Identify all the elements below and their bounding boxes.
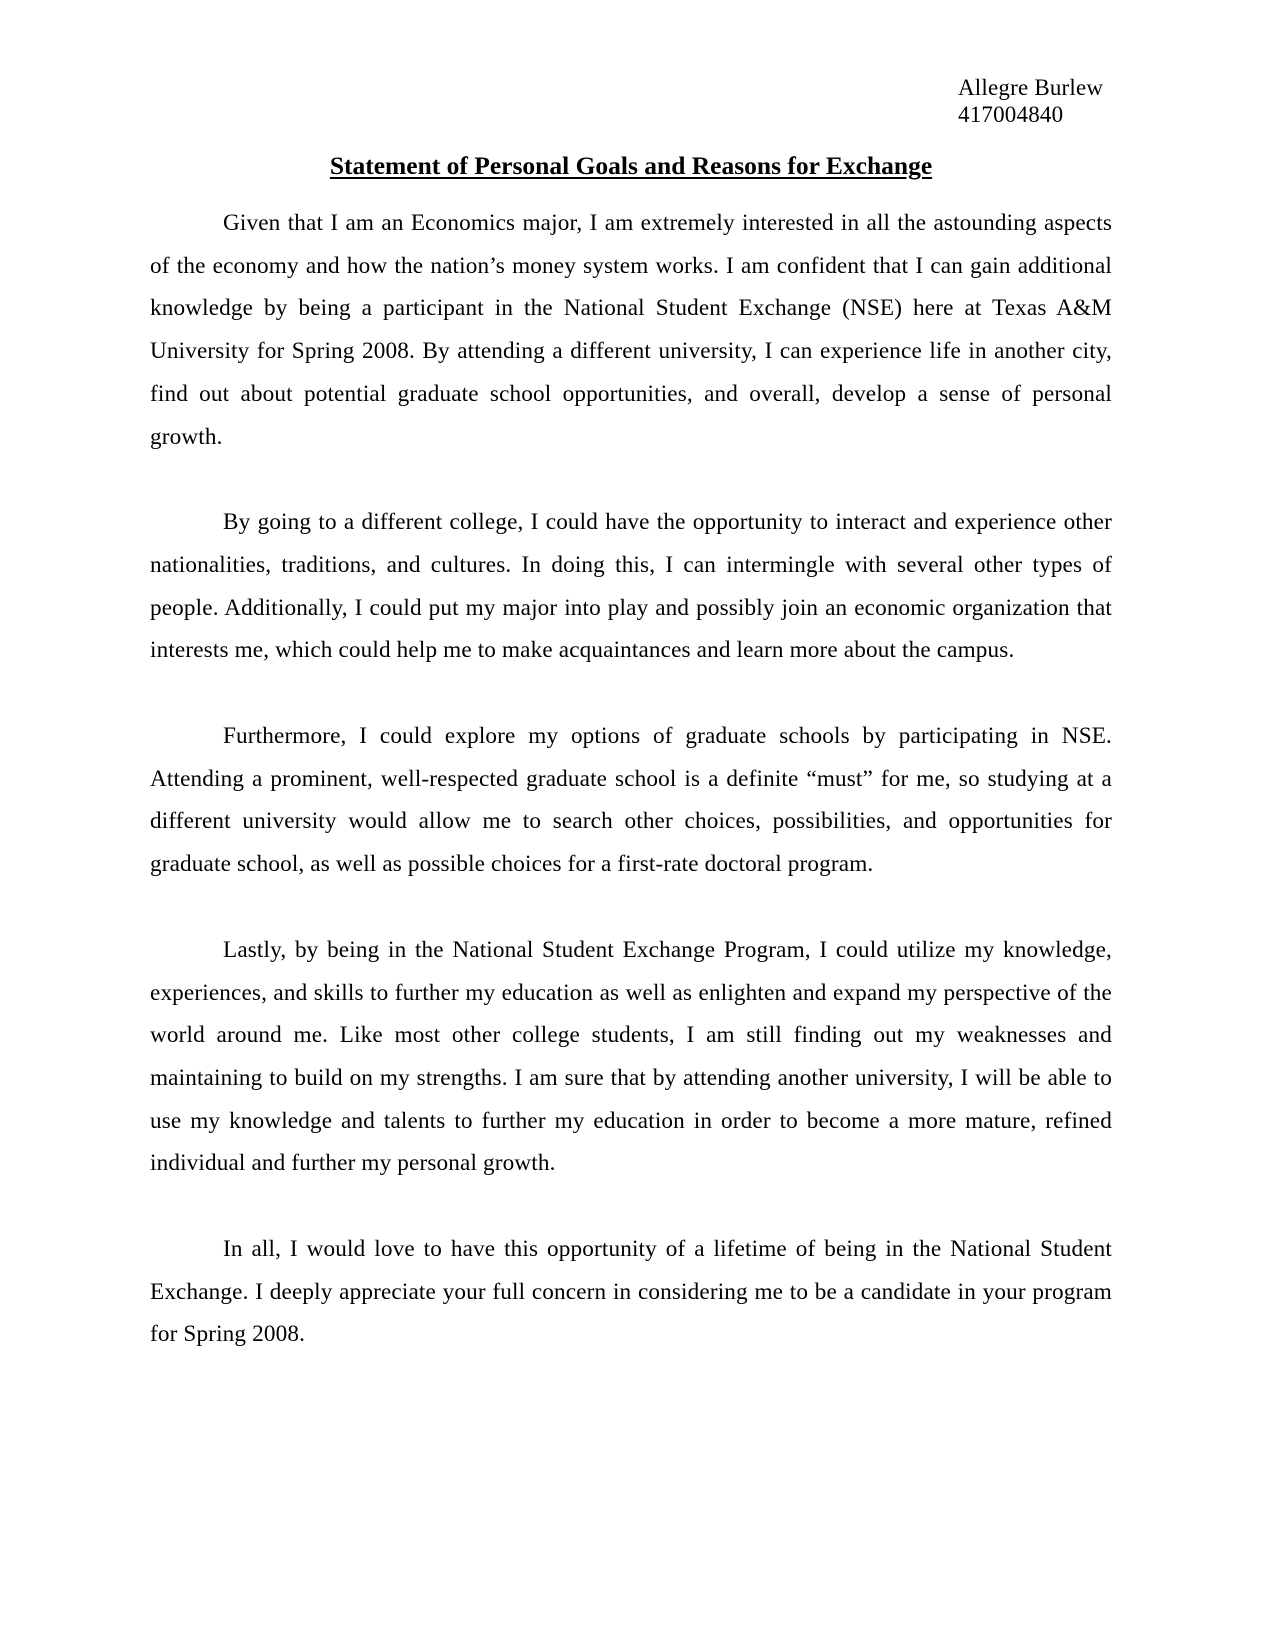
paragraph-4: Lastly, by being in the National Student Exchange Program, I could utilize my knowledge, experiences, and skills to further my education as well as enlighten and expand my perspective of the world around me. Like most other college students, I am still finding out my weaknesses and maintaining to build on my strengths. I am sure that by attending another university, I will be able to use my knowledge and talents to further my education in order to become a more mature, refined individual and further my personal growth. xyxy=(150,936,1112,1177)
author-block xyxy=(958,74,1103,128)
paragraph-2: By going to a different college, I could have the opportunity to interact and experience other nationalities, traditions, and cultures. In doing this, I can intermingle with several other types of people. Additionally, I could put my major into play and possibly join an economic organization that interests me, which could help me to make acquaintances and learn more about the campus. xyxy=(150,509,1112,664)
document-body xyxy=(150,202,1112,1399)
paragraph-5: In all, I would love to have this opportunity of a lifetime of being in the National Student Exchange. I deeply appreciate your full concern in considering me to be a candidate in your program for Spring 2008. xyxy=(150,1236,1112,1348)
paragraph-3: Furthermore, I could explore my options of graduate schools by participating in NSE. Attending a prominent, well-respected graduate school is a definite “must” for me, so studying at a different university would allow me to search other choices, possibilities, and opportunities for graduate school, as well as possible choices for a first-rate doctoral program. xyxy=(150,723,1112,878)
author-name: Allegre Burlew xyxy=(958,75,1104,100)
paragraph-1: Given that I am an Economics major, I am extremely interested in all the astounding aspects of the economy and how the nation’s money system works. I am confident that I can gain additional knowledge by being a participant in the National Student Exchange (NSE) here at Texas A&M University for Spring 2008. By attending a different university, I can experience life in another city, find out about potential graduate school opportunities, and overall, develop a sense of personal growth. xyxy=(150,210,1112,450)
author-id: 417004840 xyxy=(958,102,1064,127)
document-title: Statement of Personal Goals and Reasons for Exchange xyxy=(329,151,933,180)
